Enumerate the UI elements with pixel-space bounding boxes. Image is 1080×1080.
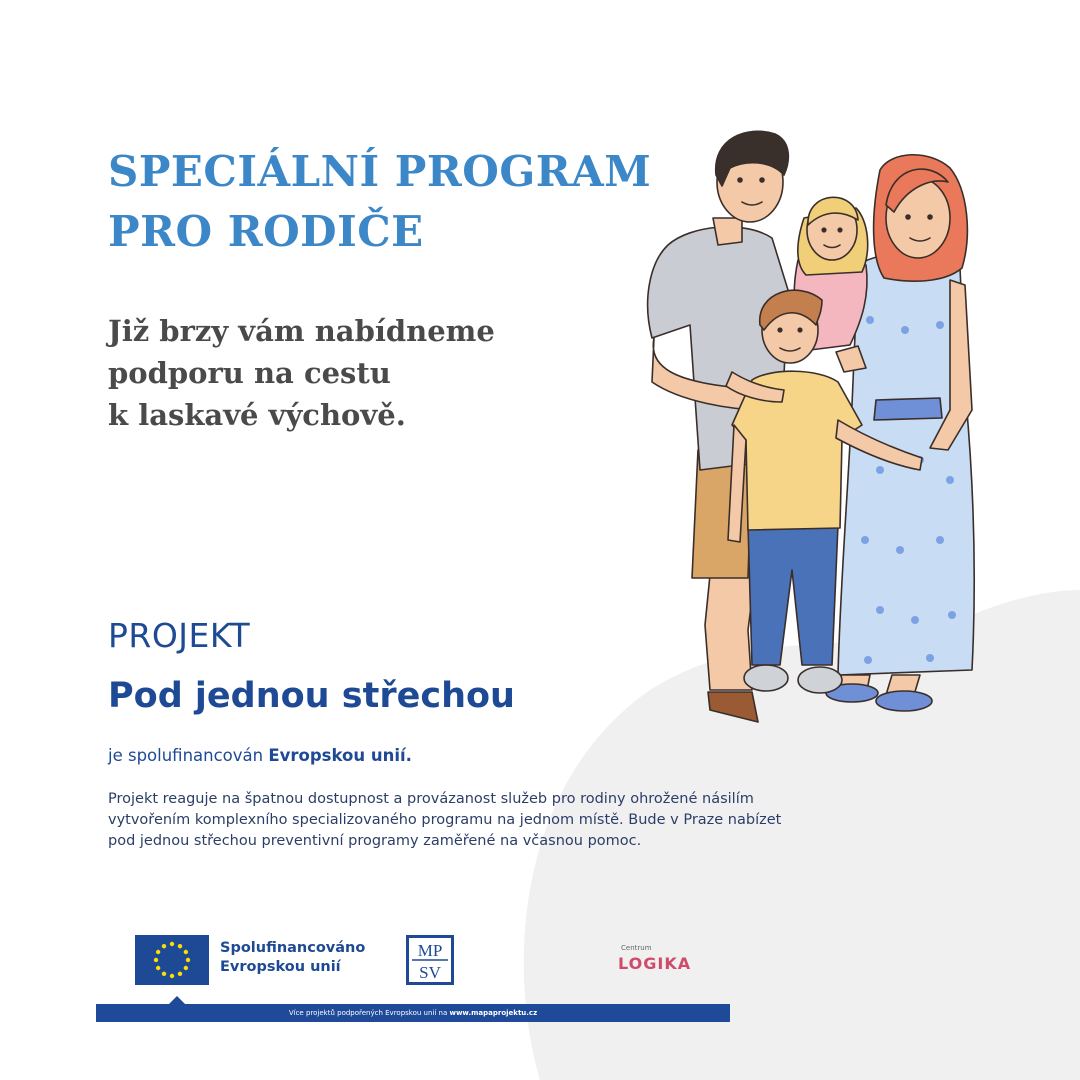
page-title	[108, 142, 651, 262]
eu-star	[154, 958, 158, 962]
eu-star	[156, 950, 160, 954]
subheading-line-3: k laskavé výchově.	[108, 398, 406, 432]
description-line-2: vytvořením komplexního specializovaného programu na jednom místě. Bude v Praze nabízet	[108, 812, 782, 828]
eu-logo-line-1: Spolufinancováno	[220, 940, 366, 956]
mpsv-logo-bottom: SV	[419, 963, 441, 982]
family-illustration	[630, 120, 990, 760]
eu-star	[170, 942, 174, 946]
subheading-line-1: Již brzy vám nabídneme	[108, 314, 495, 348]
footer-bar	[96, 1004, 730, 1022]
eu-star	[170, 974, 174, 978]
lokika-small-label: Centrum	[621, 944, 652, 952]
cofinanced-line	[108, 746, 412, 765]
eu-star	[186, 958, 190, 962]
cofinanced-prefix: je spolufinancován	[108, 746, 269, 765]
title-line-1: SPECIÁLNÍ PROGRAM	[108, 147, 652, 196]
footer-text-prefix: Více projektů podpořených Evropskou unií na	[288, 1009, 450, 1017]
lokika-logo	[618, 944, 708, 980]
eu-star	[184, 966, 188, 970]
project-description	[108, 789, 868, 852]
eu-star	[178, 944, 182, 948]
project-name: Pod jednou střechou	[108, 676, 515, 716]
eu-star	[162, 972, 166, 976]
eu-star	[178, 972, 182, 976]
eu-star	[184, 950, 188, 954]
footer-link[interactable]: www.mapaprojektu.cz	[449, 1009, 538, 1017]
subheading	[108, 310, 495, 436]
description-line-3: pod jednou střechou preventivní programy zaměřené na včasnou pomoc.	[108, 833, 642, 849]
eu-flag-icon	[135, 935, 209, 985]
subheading-line-2: podporu na cestu	[108, 356, 391, 390]
eu-star	[162, 944, 166, 948]
title-line-2: PRO RODIČE	[108, 207, 424, 256]
cofinanced-bold: Evropskou unií.	[268, 746, 412, 765]
footer-text	[289, 1009, 537, 1017]
lokika-wordmark-text: LOGIKA	[618, 954, 692, 973]
eu-star	[156, 966, 160, 970]
lokika-wordmark	[618, 953, 698, 973]
eu-logo-line-2: Evropskou unií	[220, 959, 341, 975]
eu-logo-text	[220, 939, 365, 977]
description-line-1: Projekt reaguje na špatnou dostupnost a provázanost služeb pro rodiny ohrožené násilím	[108, 791, 754, 807]
mpsv-logo	[406, 935, 454, 985]
project-kicker: PROJEKT	[108, 616, 251, 655]
mpsv-logo-top: MP	[417, 941, 443, 960]
